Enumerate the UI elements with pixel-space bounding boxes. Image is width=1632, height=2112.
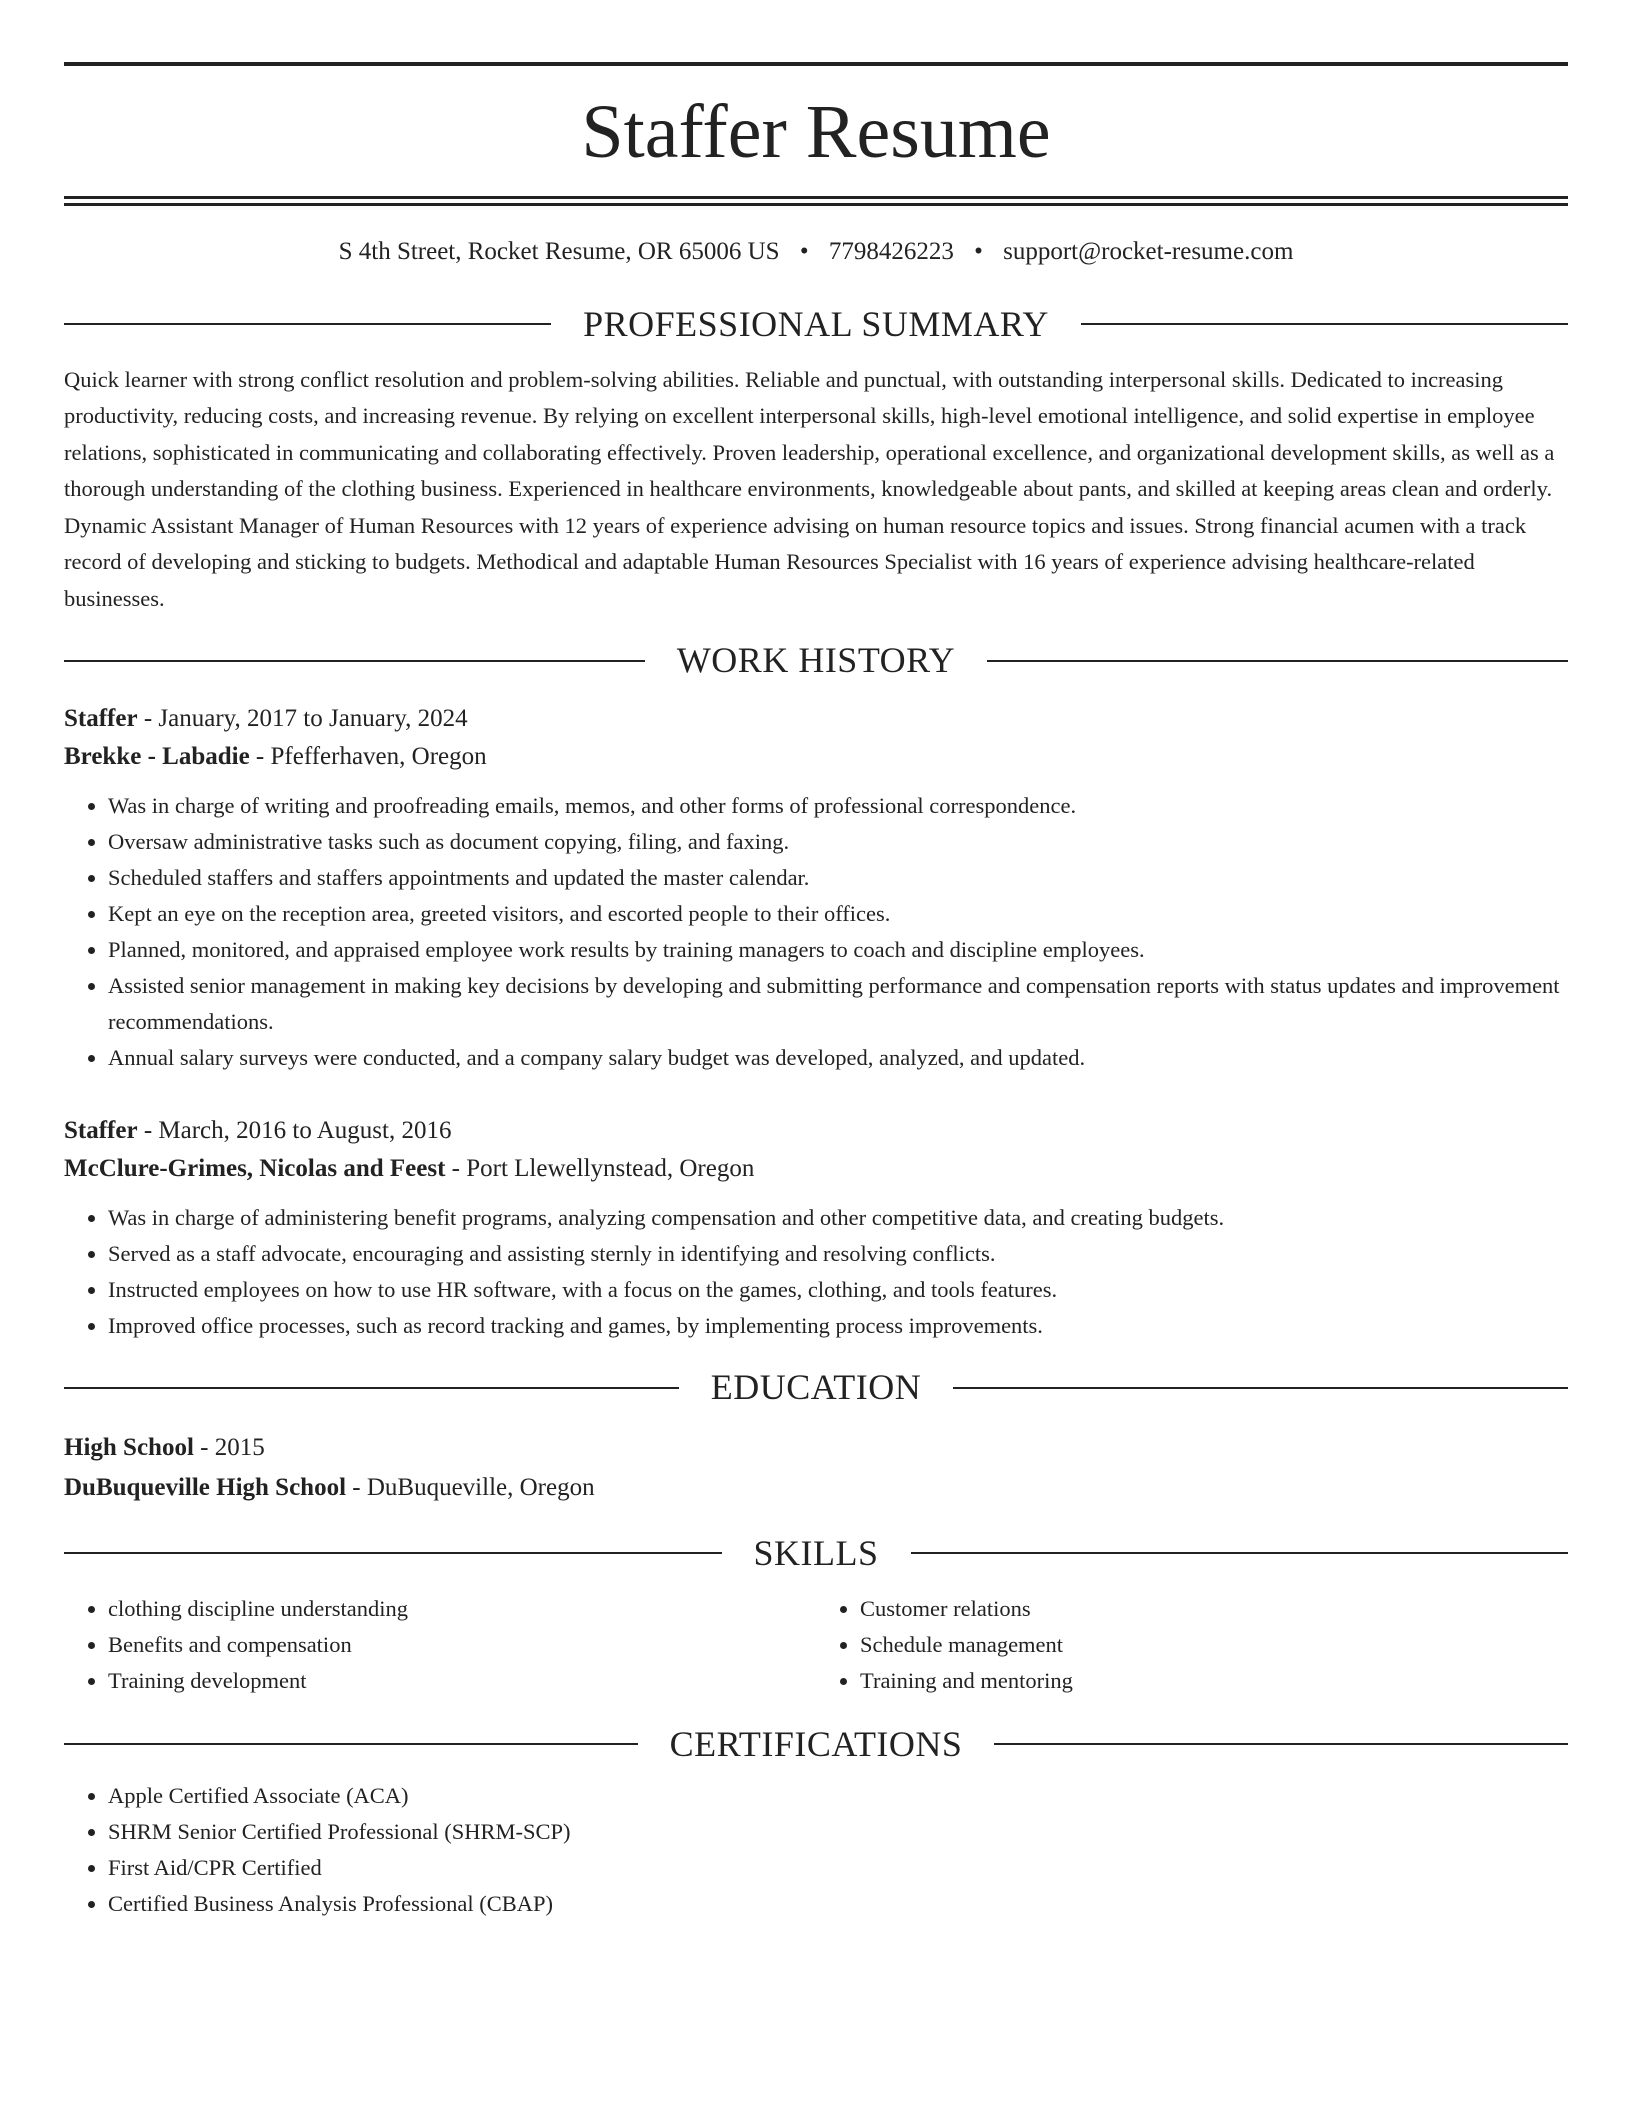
skills-section-header [64, 1532, 1568, 1575]
contact-email: support@rocket-resume.com [1003, 238, 1294, 265]
job-location: - Pfefferhaven, Oregon [249, 743, 487, 771]
job-dates: - March, 2016 to August, 2016 [137, 1117, 452, 1145]
education-degree: High School [64, 1433, 194, 1461]
section-rule [911, 1552, 1569, 1554]
skills-right-list [816, 1591, 1568, 1699]
education-entry [64, 1428, 1568, 1508]
list-item: • Customer relations [860, 1591, 1568, 1627]
section-rule [64, 1387, 679, 1389]
section-rule [64, 1552, 722, 1554]
job-title: Staffer [64, 705, 138, 733]
list-item: • Scheduled staffers and staffers appointments and updated the master calendar. [108, 860, 1568, 896]
job-title-line [64, 700, 1568, 738]
contact-line [64, 236, 1568, 269]
education-location: - DuBuqueville, Oregon [346, 1473, 595, 1501]
section-rule [64, 323, 551, 325]
list-item: • First Aid/CPR Certified [108, 1850, 1568, 1886]
resume-title: Staffer Resume [581, 90, 1051, 174]
job-entry [64, 1112, 1568, 1344]
job-company: Brekke - Labadie [64, 743, 250, 771]
section-title: SKILLS [753, 1532, 879, 1573]
job-company-line [64, 1150, 1568, 1188]
list-item: • Was in charge of writing and proofreading emails, memos, and other forms of professional correspondence. [108, 788, 1568, 824]
section-rule [987, 660, 1568, 662]
skills-grid [64, 1591, 1568, 1699]
section-title: CERTIFICATIONS [669, 1723, 963, 1764]
skills-left-list [64, 1591, 816, 1699]
section-rule [64, 1743, 638, 1745]
job-dates: - January, 2017 to January, 2024 [137, 705, 468, 733]
list-item: • Oversaw administrative tasks such as document copying, filing, and faxing. [108, 824, 1568, 860]
job-company: McClure-Grimes, Nicolas and Feest [64, 1155, 446, 1183]
contact-address: S 4th Street, Rocket Resume, OR 65006 US [338, 238, 780, 265]
job-title: Staffer [64, 1117, 138, 1145]
list-item: • Apple Certified Associate (ACA) [108, 1778, 1568, 1814]
top-rule [64, 62, 1568, 66]
list-item: • Kept an eye on the reception area, greeted visitors, and escorted people to their offices. [108, 896, 1568, 932]
education-degree-line [64, 1428, 1568, 1468]
contact-separator: • [799, 238, 809, 265]
education-school: DuBuqueville High School [64, 1473, 347, 1501]
section-title: EDUCATION [710, 1367, 922, 1408]
certifications-list [64, 1778, 1568, 1922]
contact-phone: 7798426223 [828, 238, 954, 265]
job-bullets [64, 1200, 1568, 1344]
list-item: • Assisted senior management in making key decisions by developing and submitting performance and compensation reports with status updates and improvement recommendations. [108, 968, 1568, 1040]
education-school-line [64, 1468, 1568, 1508]
section-title: PROFESSIONAL SUMMARY [583, 303, 1049, 344]
job-company-line [64, 738, 1568, 776]
certifications-section-header [64, 1723, 1568, 1766]
education-year: - 2015 [193, 1433, 265, 1461]
list-item: • Instructed employees on how to use HR software, with a focus on the games, clothing, and tools features. [108, 1272, 1568, 1308]
job-title-line [64, 1112, 1568, 1150]
list-item: • Schedule management [860, 1627, 1568, 1663]
summary-section-header [64, 303, 1568, 346]
resume-page [64, 0, 1568, 1922]
list-item: • clothing discipline understanding [108, 1591, 816, 1627]
section-rule [953, 1387, 1568, 1389]
section-title: WORK HISTORY [676, 640, 956, 681]
summary-text: Quick learner with strong conflict resolution and problem-solving abilities. Reliable and punctual, with outstanding interpersonal skills. Dedicated to increasing productivity, reducing costs, and increasing revenue. By relying on excellent interpersonal skills, high-level emotional intelligence, and solid expertise in employee relations, sophisticated in communicating and collaborating effectively. Proven leadership, operational excellence, and organizational development skills, as well as a thorough understanding of the clothing business. Experienced in healthcare environments, knowledgeable about pants, and skilled at keeping areas clean and orderly. Dynamic Assistant Manager of Human Resources with 12 years of experience advising on human resource topics and issues. Strong financial acumen with a track record of developing and sticking to budgets. Methodical and adaptable Human Resources Specialist with 16 years of experience advising healthcare-related businesses. [64, 366, 1555, 611]
section-rule [64, 660, 645, 662]
job-location: - Port Llewellynstead, Oregon [445, 1155, 755, 1183]
list-item: • Annual salary surveys were conducted, and a company salary budget was developed, analyzed, and updated. [108, 1040, 1568, 1076]
contact-separator: • [974, 238, 983, 265]
education-section-header [64, 1366, 1568, 1409]
list-item: • Improved office processes, such as record tracking and games, by implementing process improvements. [108, 1308, 1568, 1344]
list-item: • SHRM Senior Certified Professional (SHRM-SCP) [108, 1814, 1568, 1850]
list-item: • Was in charge of administering benefit programs, analyzing compensation and other competitive data, and creating budgets. [108, 1200, 1568, 1236]
list-item: • Training development [108, 1663, 816, 1699]
job-entry [64, 700, 1568, 1076]
list-item: • Benefits and compensation [108, 1627, 816, 1663]
list-item: • Served as a staff advocate, encouraging and assisting sternly in identifying and resolving conflicts. [108, 1236, 1568, 1272]
list-item: • Planned, monitored, and appraised employee work results by training managers to coach and discipline employees. [108, 932, 1568, 968]
double-rule [64, 196, 1568, 206]
work-section-header [64, 639, 1568, 682]
section-rule [994, 1743, 1568, 1745]
list-item: • Training and mentoring [860, 1663, 1568, 1699]
job-bullets [64, 788, 1568, 1076]
list-item: • Certified Business Analysis Professional (CBAP) [108, 1886, 1568, 1922]
section-rule [1081, 323, 1568, 325]
